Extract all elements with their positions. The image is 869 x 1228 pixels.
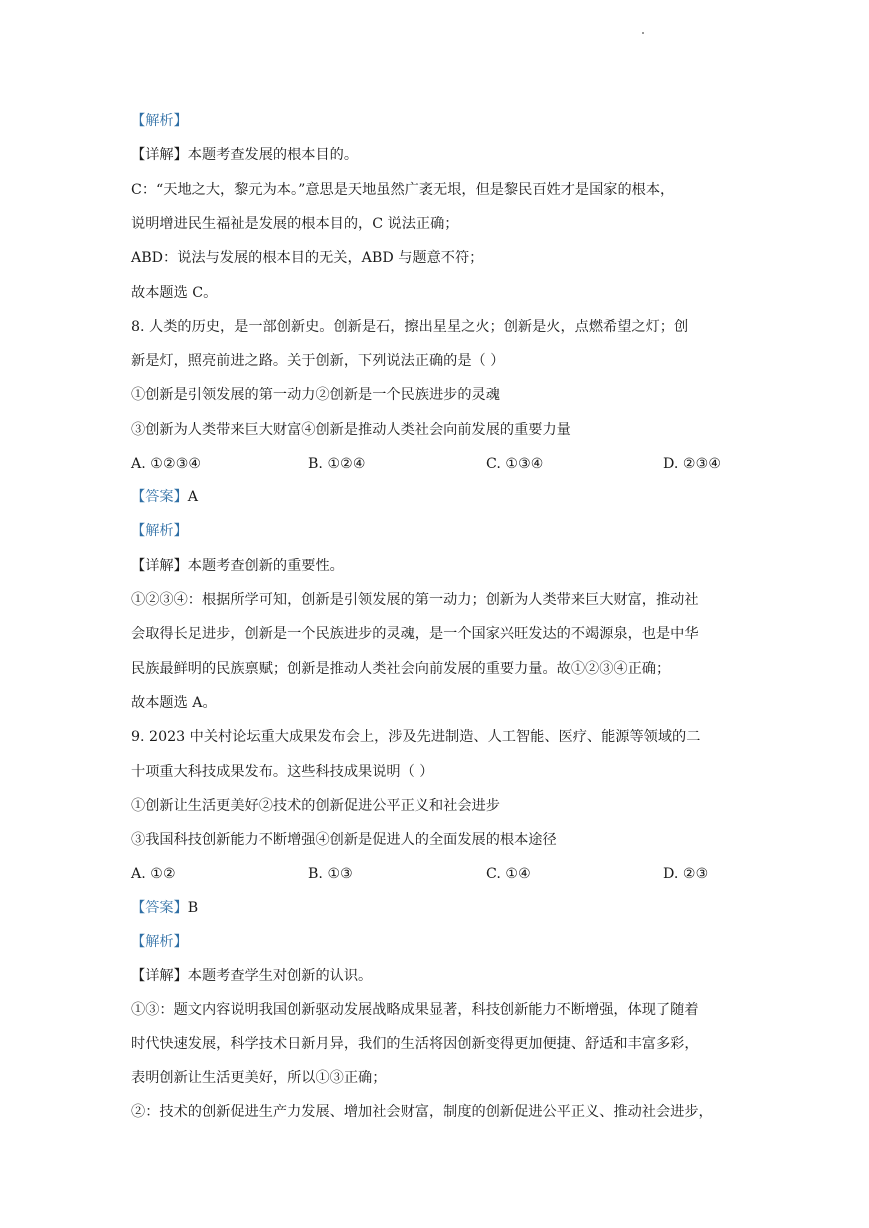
- detail-line: 【详解】本题考查发展的根本目的。: [131, 147, 359, 163]
- conclusion-line: 故本题选 A。: [131, 695, 217, 711]
- question-stem: 8. 人类的历史，是一部创新史。创新是石，擦出星星之火；创新是火，点燃希望之灯；创: [131, 319, 689, 335]
- explanation-line: 表明创新让生活更美好，所以①③正确；: [131, 1070, 387, 1086]
- answer-line: [131, 898, 198, 918]
- conclusion-line: 故本题选 C。: [131, 285, 218, 301]
- statement-line: ①创新让生活更美好②技术的创新促进公平正义和社会进步: [131, 798, 500, 814]
- explanation-line: 民族最鲜明的民族禀赋；创新是推动人类社会向前发展的重要力量。故①②③④正确；: [131, 661, 671, 677]
- statement-line: ③创新为人类带来巨大财富④创新是推动人类社会向前发展的重要力量: [131, 422, 571, 438]
- question-stem: 9. 2023 中关村论坛重大成果发布会上，涉及先进制造、人工智能、医疗、能源等领域的二: [131, 729, 701, 745]
- option-d: D. ②③: [663, 866, 709, 882]
- explanation-line: ①③：题文内容说明我国创新驱动发展战略成果显著，科技创新能力不断增强，体现了随着: [131, 1002, 699, 1018]
- option-d: D. ②③④: [663, 456, 722, 472]
- option-c: C. ①④: [486, 866, 531, 882]
- option-b: B. ①③: [308, 866, 353, 882]
- option-a: A. ①②③④: [131, 456, 202, 472]
- detail-line: 【详解】本题考查创新的重要性。: [131, 558, 344, 574]
- explanation-line: C：“天地之大，黎元为本。”意思是天地虽然广袤无垠，但是黎民百姓才是国家的根本，: [131, 182, 675, 198]
- option-a: A. ①②: [131, 866, 176, 882]
- analysis-tag: 【解析】: [131, 523, 188, 539]
- analysis-tag: 【解析】: [131, 934, 188, 950]
- answer-value: A: [187, 489, 199, 505]
- statement-line: ①创新是引领发展的第一动力②创新是一个民族进步的灵魂: [131, 387, 500, 403]
- answer-line: [131, 487, 198, 507]
- analysis-tag: 【解析】: [131, 113, 188, 129]
- option-c: C. ①③④: [486, 456, 544, 472]
- statement-line: ③我国科技创新能力不断增强④创新是促进人的全面发展的根本途径: [131, 832, 557, 848]
- explanation-line: ①②③④：根据所学可知，创新是引领发展的第一动力；创新为人类带来巨大财富，推动社: [131, 592, 699, 608]
- explanation-line: 说明增进民生福祉是发展的根本目的，C 说法正确；: [131, 216, 459, 232]
- explanation-line: ②：技术的创新促进生产力发展、增加社会财富，制度的创新促进公平正义、推动社会进步，: [131, 1104, 713, 1120]
- explanation-line: 时代快速发展，科学技术日新月异，我们的生活将因创新变得更加便捷、舒适和丰富多彩，: [131, 1036, 699, 1052]
- explanation-line: ABD：说法与发展的根本目的无关，ABD 与题意不符；: [131, 250, 484, 266]
- answer-tag: 【答案】: [131, 489, 188, 505]
- answer-value: B: [187, 900, 199, 916]
- explanation-line: 会取得长足进步，创新是一个民族进步的灵魂，是一个国家兴旺发达的不竭源泉，也是中华: [131, 626, 699, 642]
- option-b: B. ①②④: [308, 456, 366, 472]
- page-mark: [642, 32, 644, 34]
- answer-tag: 【答案】: [131, 900, 188, 916]
- question-stem: 新是灯，照亮前进之路。关于创新，下列说法正确的是（ ）: [131, 353, 505, 369]
- question-stem: 十项重大科技成果发布。这些科技成果说明（ ）: [131, 764, 434, 780]
- detail-line: 【详解】本题考查学生对创新的认识。: [131, 968, 373, 984]
